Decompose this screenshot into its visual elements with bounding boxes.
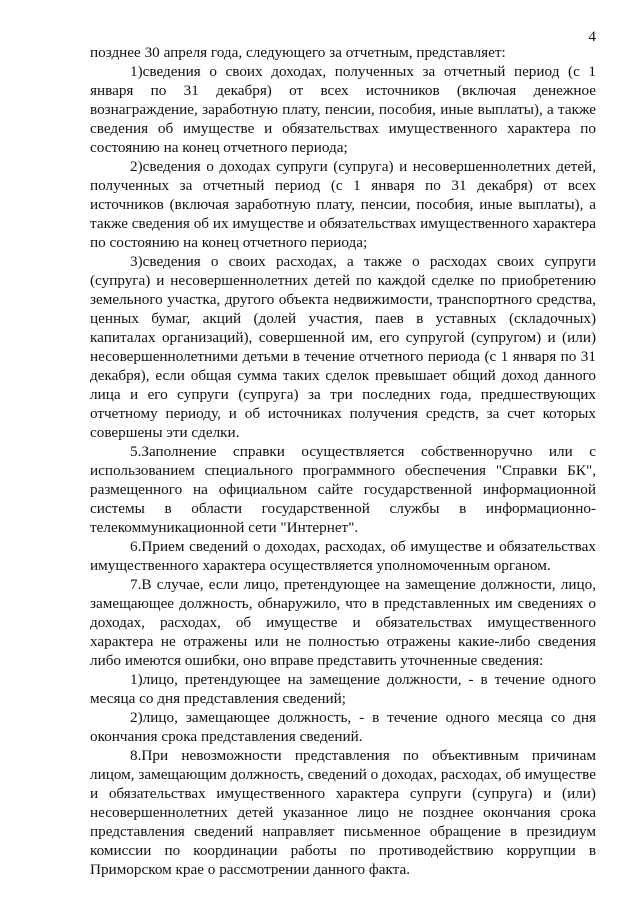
paragraph-section-8: 8.При невозможности представления по объективным причинам лицом, замещающим должность, сведений о доходах, расходах, об имуществе и обязательствах имущественного характера супруги (супруга) и (или) несовершеннолетних детей указанное лицо не позднее окончания срока представления сведений направляет письменное обращение в президиум комиссии по координации работы по противодействию коррупции в Приморском крае о рассмотрении данного факта. xyxy=(90,747,596,878)
paragraph-section-7-item-1: 1)лицо, претендующее на замещение должности, - в течение одного месяца со дня представления сведений; xyxy=(90,671,596,707)
paragraph-section-7: 7.В случае, если лицо, претендующее на замещение должности, лицо, замещающее должность, обнаружило, что в представленных им сведениях о доходах, расходах, об имуществе и обязательствах имущественного характера не отражены или не полностью отражены какие-либо сведения либо имеются ошибки, оно вправе представить уточненные сведения: xyxy=(90,576,596,669)
paragraph-continuation: позднее 30 апреля года, следующего за отчетным, представляет: xyxy=(90,44,506,61)
paragraph-item-1-income: 1)сведения о своих доходах, полученных за отчетный период (с 1 января по 31 декабря) от всех источников (включая денежное вознаграждение, заработную плату, пенсии, пособия, иные выплаты), а также сведения об имуществе и обязательствах имущественного характера по состоянию на конец отчетного периода; xyxy=(90,63,596,156)
paragraph-section-7-item-2: 2)лицо, замещающее должность, - в течение одного месяца со дня окончания срока представления сведений. xyxy=(90,709,596,745)
paragraph-item-2-family-income: 2)сведения о доходах супруги (супруга) и несовершеннолетних детей, полученных за отчетный период (с 1 января по 31 декабря) от всех источников (включая заработную плату, пенсии, пособия, иные выплаты), а также сведения об их имуществе и обязательствах имущественного характера по состоянию на конец отчетного периода; xyxy=(90,158,596,251)
paragraph-section-6: 6.Прием сведений о доходах, расходах, об имуществе и обязательствах имущественного характера осуществляется уполномоченным органом. xyxy=(90,538,596,574)
page-number: 4 xyxy=(588,29,596,45)
paragraph-item-3-expenses: 3)сведения о своих расходах, а также о расходах своих супруги (супруга) и несовершеннолетних детей по каждой сделке по приобретению земельного участка, другого объекта недвижимости, транспортного средства, ценных бумаг, акций (долей участия, паев в уставных (складочных) капиталах организаций), совершенной им, его супругой (супругом) и (или) несовершеннолетними детьми в течение отчетного периода (с 1 января по 31 декабря), если общая сумма таких сделок превышает общий доход данного лица и его супруги (супруга) за три последних года, предшествующих отчетному периоду, и об источниках получения средств, за счет которых совершены эти сделки. xyxy=(90,253,596,441)
paragraph-section-5: 5.Заполнение справки осуществляется собственноручно или с использованием специального программного обеспечения "Справки БК", размещенного на официальном сайте государственной информационной системы в области государственной службы в информационно-телекоммуникационной сети "Интернет". xyxy=(90,443,596,536)
document-body xyxy=(90,43,596,879)
